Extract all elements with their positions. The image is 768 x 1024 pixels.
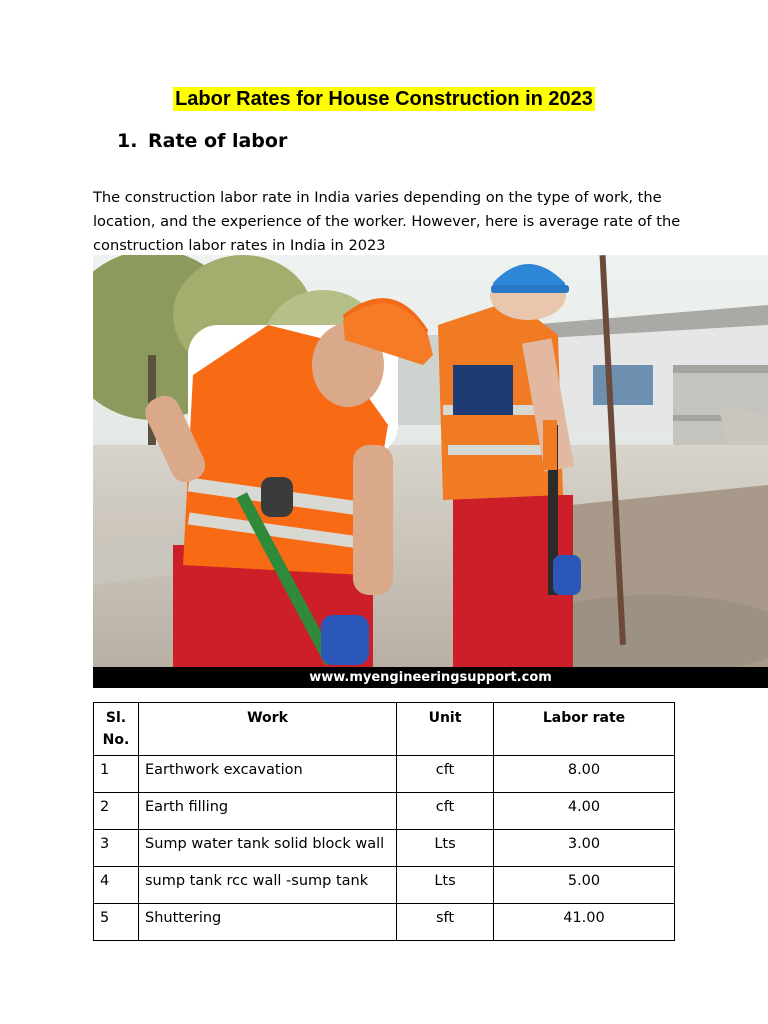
cell-unit: Lts <box>397 867 494 904</box>
section-number: 1. <box>117 130 138 152</box>
cell-sl: 2 <box>94 793 139 830</box>
cell-rate: 4.00 <box>494 793 675 830</box>
cell-unit: Lts <box>397 830 494 867</box>
cell-work: Earthwork excavation <box>139 756 397 793</box>
header-unit: Unit <box>397 703 494 756</box>
header-sl-no: Sl. No. <box>94 703 139 756</box>
cell-rate: 41.00 <box>494 904 675 941</box>
construction-workers-photo <box>93 255 768 688</box>
table-row <box>94 793 675 830</box>
cell-work: sump tank rcc wall -sump tank <box>139 867 397 904</box>
cell-work: Shuttering <box>139 904 397 941</box>
section-heading-text: Rate of labor <box>148 130 288 152</box>
cell-rate: 8.00 <box>494 756 675 793</box>
table-header-row <box>94 703 675 756</box>
cell-unit: sft <box>397 904 494 941</box>
section-heading <box>117 130 287 152</box>
cell-rate: 3.00 <box>494 830 675 867</box>
title-wrapper <box>0 87 768 111</box>
photo-illustration <box>93 255 768 667</box>
cell-work: Earth filling <box>139 793 397 830</box>
cell-sl: 3 <box>94 830 139 867</box>
header-work: Work <box>139 703 397 756</box>
labor-rates-table <box>93 702 675 941</box>
page-title: Labor Rates for House Construction in 2023 <box>175 88 593 110</box>
table-row <box>94 904 675 941</box>
photo-watermark: www.myengineeringsupport.com <box>93 667 768 688</box>
cell-sl: 5 <box>94 904 139 941</box>
table-row <box>94 756 675 793</box>
cell-sl: 1 <box>94 756 139 793</box>
table-row <box>94 867 675 904</box>
header-labor-rate: Labor rate <box>494 703 675 756</box>
table-row <box>94 830 675 867</box>
cell-sl: 4 <box>94 867 139 904</box>
cell-rate: 5.00 <box>494 867 675 904</box>
cell-unit: cft <box>397 793 494 830</box>
cell-unit: cft <box>397 756 494 793</box>
intro-paragraph: The construction labor rate in India varies depending on the type of work, the location, and the experience of the worker. However, here is average rate of the construction labor rates in India in 2023 <box>93 188 681 254</box>
cell-work: Sump water tank solid block wall <box>139 830 397 867</box>
